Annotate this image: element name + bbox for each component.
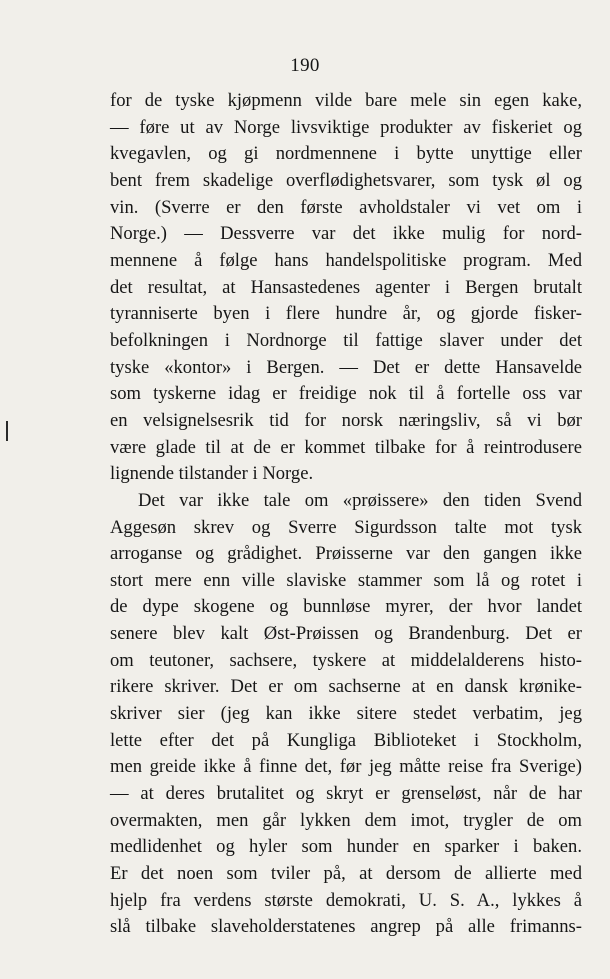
text-line: arroganse og grådighet. Prøisserne var den gangen ikke: [110, 543, 582, 565]
text-line: skriver sier (jeg kan ikke sitere stedet verbatim, jeg: [110, 703, 582, 725]
text-line: befolkningen i Nordnorge til fattige slaver under det: [110, 329, 582, 351]
text-line: Det var ikke tale om «prøissere» den tiden Svend: [138, 489, 582, 511]
text-line: men greide ikke å finne det, før jeg måtte reise fra Sverige): [110, 756, 582, 778]
text-line: rikere skriver. Det er om sachserne at en dansk krønike-: [110, 676, 582, 698]
text-line: medlidenhet og hyler som hunder en sparker i baken.: [110, 836, 582, 858]
text-line: de dype skogene og bunnløse myrer, der hvor landet: [110, 596, 582, 618]
text-line: senere blev kalt Øst-Prøissen og Brandenburg. Det er: [110, 623, 582, 645]
page-number: 190: [290, 55, 320, 76]
text-line: tyranniserte byen i flere hundre år, og gjorde fisker-: [110, 303, 582, 325]
text-line: en velsignelsesrik tid for norsk næringsliv, så vi bør: [110, 409, 582, 431]
text-line: stort mere enn ville slaviske stammer som lå og rotet i: [110, 569, 582, 591]
text-line: lignende tilstander i Norge.: [110, 463, 314, 485]
text-line: for de tyske kjøpmenn vilde bare mele sin egen kake,: [110, 90, 582, 111]
text-line: — føre ut av Norge livsviktige produkter av fiskeriet og: [110, 116, 582, 138]
paragraph-2: [110, 488, 582, 941]
text-line: — at deres brutalitet og skryt er grenseløst, når de har: [110, 783, 582, 805]
text-line: overmakten, men går lykken dem imot, trygler de om: [110, 809, 582, 831]
text-line: vin. (Sverre er den første avholdstaler vi vet om i: [110, 196, 582, 218]
text-line: slå tilbake slaveholderstatenes angrep på alle frimanns-: [110, 916, 582, 938]
body-text: [110, 88, 582, 941]
margin-mark: [6, 421, 8, 441]
text-line: Aggesøn skrev og Sverre Sigurdsson talte mot tysk: [110, 516, 582, 538]
text-line: være glade til at de er kommet tilbake for å reintrodusere: [110, 436, 582, 458]
text-line: det resultat, at Hansastedenes agenter i Bergen brutalt: [110, 276, 582, 298]
text-line: lette efter det på Kungliga Biblioteket i Stockholm,: [110, 729, 582, 751]
text-line: Norge.) — Dessverre var det ikke mulig for nord-: [110, 223, 582, 245]
text-line: tyske «kontor» i Bergen. — Det er dette Hansavelde: [110, 356, 582, 378]
text-line: Er det noen som tviler på, at dersom de allierte med: [110, 863, 582, 885]
text-line: mennene å følge hans handelspolitiske program. Med: [110, 249, 582, 271]
paragraph-1: [110, 88, 582, 488]
text-line: om teutoner, sachsere, tyskere at middelalderens histo-: [110, 649, 582, 671]
text-line: bent frem skadelige overflødighetsvarer, som tysk øl og: [110, 169, 582, 191]
text-line: hjelp fra verdens største demokrati, U. S. A., lykkes å: [110, 889, 582, 911]
text-line: kvegavlen, og gi nordmennene i bytte unyttige eller: [110, 143, 582, 165]
text-line: som tyskerne idag er freidige nok til å fortelle oss var: [110, 383, 582, 405]
